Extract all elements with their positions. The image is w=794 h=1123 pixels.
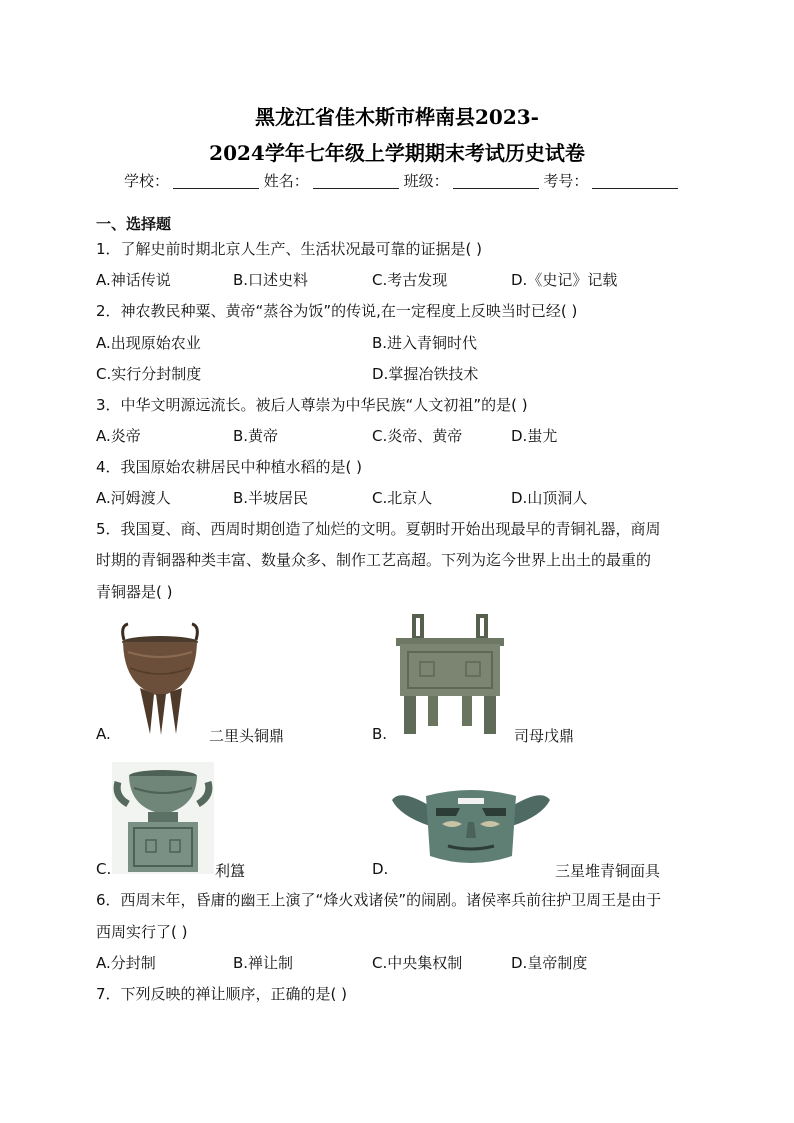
option-b-simuwu-ding-image [390, 610, 510, 736]
q5-option-c-letter: C. [96, 860, 112, 878]
section-heading: 一、选择题 [96, 215, 172, 233]
q2-option-c: C.实行分封制度 [96, 365, 202, 383]
q2-option-b: B.进入青铜时代 [372, 334, 478, 352]
q1-option-b: B.口述史料 [233, 271, 309, 289]
q3-stem: 3．中华文明源远流长。被后人尊崇为中华民族“人文初祖”的是( ) [96, 396, 528, 414]
q6-option-b: B.禅让制 [233, 954, 294, 972]
q4-option-d: D.山顶洞人 [511, 489, 588, 507]
q6-option-d: D.皇帝制度 [511, 954, 588, 972]
q2-option-d: D.掌握冶铁技术 [372, 365, 479, 383]
option-d-bronze-mask-image [390, 786, 552, 866]
school-blank [173, 174, 259, 189]
q3-option-b: B.黄帝 [233, 427, 279, 445]
q5-option-b-caption: 司母戊鼎 [514, 727, 575, 745]
q7-stem: 7．下列反映的禅让顺序，正确的是( ) [96, 985, 348, 1003]
name-label: 姓名： [263, 172, 309, 190]
q4-option-c: C.北京人 [372, 489, 433, 507]
q3-option-c: C.炎帝、黄帝 [372, 427, 463, 445]
exam-title-line1: 黑龙江省佳木斯市桦南县2023- [255, 105, 539, 129]
q5-stem-line2: 时期的青铜器种类丰富、数量众多、制作工艺高超。下列为迄今世界上出土的最重的 [96, 551, 652, 569]
q4-option-a: A.河姆渡人 [96, 489, 171, 507]
q2-stem: 2．神农教民种粟、黄帝“蒸谷为饭”的传说,在一定程度上反映当时已经( ) [96, 302, 578, 320]
q1-option-a: A.神话传说 [96, 271, 171, 289]
q3-option-a: A.炎帝 [96, 427, 141, 445]
q5-option-b-letter: B. [372, 725, 388, 743]
name-blank [313, 174, 399, 189]
student-info-row [124, 170, 678, 191]
school-label: 学校： [124, 172, 170, 190]
number-label: 考号： [543, 172, 589, 190]
exam-title-line2: 2024学年七年级上学期期末考试历史试卷 [209, 141, 585, 165]
q1-option-c: C.考古发现 [372, 271, 448, 289]
option-a-ding-image [114, 618, 206, 736]
q2-option-a: A.出现原始农业 [96, 334, 201, 352]
q5-option-d-letter: D. [372, 860, 389, 878]
q6-stem-line2: 西周实行了( ) [96, 923, 188, 941]
q5-option-c-caption: 利簋 [215, 862, 246, 880]
q6-stem-line1: 6．西周末年，昏庸的幽王上演了“烽火戏诸侯”的闹剧。诸侯率兵前往护卫周王是由于 [96, 891, 662, 909]
q6-option-c: C.中央集权制 [372, 954, 463, 972]
q4-option-b: B.半坡居民 [233, 489, 309, 507]
q5-option-d-caption: 三星堆青铜面具 [555, 862, 661, 880]
q5-option-a-letter: A. [96, 725, 111, 743]
q5-stem-line3: 青铜器是( ) [96, 583, 173, 601]
class-label: 班级： [403, 172, 449, 190]
q3-option-d: D.蚩尤 [511, 427, 558, 445]
q5-stem-line1: 5．我国夏、商、西周时期创造了灿烂的文明。夏朝时开始出现最早的青铜礼器，商周 [96, 520, 661, 538]
q5-option-a-caption: 二里头铜鼎 [209, 727, 285, 745]
q6-option-a: A.分封制 [96, 954, 156, 972]
q1-stem: 1．了解史前时期北京人生产、生活状况最可靠的证据是( ) [96, 240, 483, 258]
option-c-ligui-image [112, 762, 214, 874]
class-blank [453, 174, 539, 189]
q1-option-d: D.《史记》记载 [511, 271, 618, 289]
number-blank [592, 174, 678, 189]
q4-stem: 4．我国原始农耕居民中种植水稻的是( ) [96, 458, 363, 476]
